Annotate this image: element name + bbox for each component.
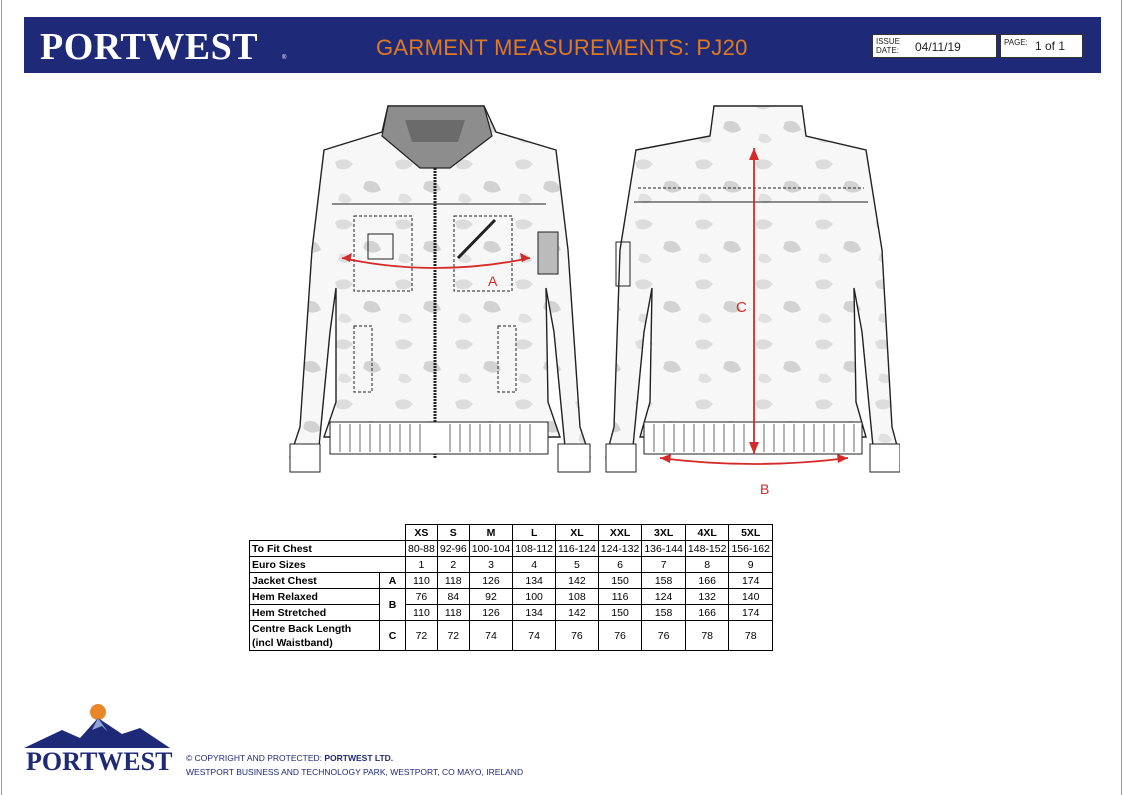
table-cell: 174 — [729, 573, 773, 589]
table-cell: 76 — [406, 589, 438, 605]
table-cell: 158 — [642, 573, 686, 589]
table-cell: 110 — [406, 573, 438, 589]
size-header: L — [513, 525, 556, 541]
table-cell: 74 — [513, 621, 556, 651]
header-band — [24, 17, 1101, 73]
company-address: WESTPORT BUSINESS AND TECHNOLOGY PARK, WESTPORT, CO MAYO, IRELAND — [186, 767, 524, 777]
row-label — [250, 621, 380, 651]
table-cell: 76 — [556, 621, 599, 651]
table-row — [250, 573, 773, 589]
table-row — [250, 541, 773, 557]
row-label-line1: Centre Back Length — [252, 622, 352, 635]
table-row — [250, 589, 773, 605]
table-header-row — [250, 525, 773, 541]
row-label: To Fit Chest — [250, 541, 406, 557]
issue-label: ISSUE — [876, 37, 901, 46]
size-header: XL — [556, 525, 599, 541]
table-cell: 3 — [469, 557, 513, 573]
table-cell: 116-124 — [556, 541, 599, 557]
table-cell: 100-104 — [469, 541, 513, 557]
table-cell: 72 — [406, 621, 438, 651]
brand-registered-mark: ® — [282, 55, 287, 61]
row-label: Euro Sizes — [250, 557, 406, 573]
table-cell: 140 — [729, 589, 773, 605]
table-cell: 118 — [437, 573, 469, 589]
date-label: DATE: — [876, 46, 899, 55]
table-cell: 148-152 — [685, 541, 729, 557]
table-cell: 110 — [406, 605, 438, 621]
size-header: 3XL — [642, 525, 686, 541]
table-cell: 8 — [685, 557, 729, 573]
table-cell: 126 — [469, 573, 513, 589]
table-cell: 1 — [406, 557, 438, 573]
table-row — [250, 557, 773, 573]
brand-logo: PORTWEST — [40, 26, 259, 68]
table-cell: 92-96 — [437, 541, 469, 557]
label-c: C — [736, 299, 747, 316]
table-cell: 9 — [729, 557, 773, 573]
table-cell: 100 — [513, 589, 556, 605]
size-header: S — [437, 525, 469, 541]
issue-date-label — [876, 37, 900, 55]
table-cell: 84 — [437, 589, 469, 605]
size-header: XS — [406, 525, 438, 541]
table-cell: 118 — [437, 605, 469, 621]
footer-brand: PORTWEST — [26, 747, 173, 776]
table-cell: 134 — [513, 605, 556, 621]
copyright-prefix: © COPYRIGHT AND PROTECTED: — [186, 753, 325, 763]
size-header: XXL — [598, 525, 642, 541]
table-cell: 166 — [685, 605, 729, 621]
row-label: Hem Stretched — [250, 605, 380, 621]
issue-date-box — [872, 34, 997, 58]
row-label: Jacket Chest — [250, 573, 380, 589]
hem-measure-line — [660, 458, 848, 464]
table-cell: 108-112 — [513, 541, 556, 557]
table-cell: 76 — [598, 621, 642, 651]
table-cell: 116 — [598, 589, 642, 605]
size-header: 5XL — [729, 525, 773, 541]
page-number-box — [1000, 34, 1083, 58]
table-cell: 92 — [469, 589, 513, 605]
garment-illustration — [270, 92, 900, 502]
table-cell: 72 — [437, 621, 469, 651]
back-view — [606, 106, 900, 497]
table-cell: 78 — [685, 621, 729, 651]
copyright-text — [186, 753, 393, 763]
label-b: B — [760, 481, 770, 497]
table-cell: 7 — [642, 557, 686, 573]
size-header: M — [469, 525, 513, 541]
page-label: PAGE: — [1004, 38, 1028, 47]
table-cell: 2 — [437, 557, 469, 573]
table-cell: 124-132 — [598, 541, 642, 557]
table-cell: 76 — [642, 621, 686, 651]
row-label-line2: (incl Waistband) — [252, 636, 333, 649]
size-header: 4XL — [685, 525, 729, 541]
issue-date-value: 04/11/19 — [915, 40, 961, 54]
label-a: A — [488, 273, 498, 289]
table-cell: 78 — [729, 621, 773, 651]
table-cell: 4 — [513, 557, 556, 573]
table-cell: 156-162 — [729, 541, 773, 557]
table-cell: 158 — [642, 605, 686, 621]
measure-code: A — [380, 573, 406, 589]
table-cell: 150 — [598, 605, 642, 621]
table-cell: 166 — [685, 573, 729, 589]
measure-code: C — [380, 621, 406, 651]
page-value: 1 of 1 — [1035, 39, 1066, 53]
row-label: Hem Relaxed — [250, 589, 380, 605]
table-cell: 74 — [469, 621, 513, 651]
front-view — [290, 106, 590, 472]
table-cell: 124 — [642, 589, 686, 605]
document-title: GARMENT MEASUREMENTS: PJ20 — [376, 35, 748, 60]
table-corner — [250, 525, 406, 541]
table-cell: 174 — [729, 605, 773, 621]
table-cell: 5 — [556, 557, 599, 573]
table-row — [250, 605, 773, 621]
table-cell: 142 — [556, 605, 599, 621]
copyright-company: PORTWEST LTD. — [324, 753, 394, 763]
table-cell: 142 — [556, 573, 599, 589]
size-chart-table — [249, 524, 773, 651]
table-cell: 136-144 — [642, 541, 686, 557]
table-cell: 132 — [685, 589, 729, 605]
table-row — [250, 621, 773, 651]
measure-code: B — [380, 589, 406, 621]
table-cell: 150 — [598, 573, 642, 589]
table-cell: 108 — [556, 589, 599, 605]
table-cell: 134 — [513, 573, 556, 589]
table-cell: 126 — [469, 605, 513, 621]
table-cell: 6 — [598, 557, 642, 573]
table-cell: 80-88 — [406, 541, 438, 557]
